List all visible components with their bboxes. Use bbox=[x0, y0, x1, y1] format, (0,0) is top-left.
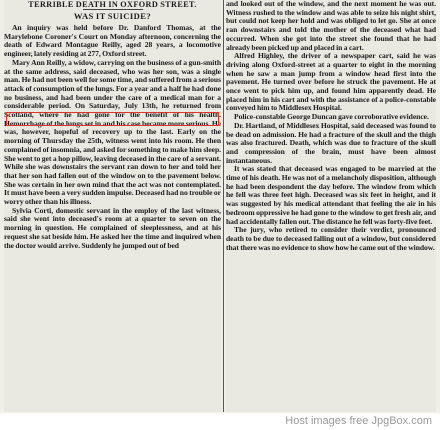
right-paragraph-4: Dr. Hartland, of Middlesex Hospital, said deceased was found to be dead on admission. He had a fracture of the skull and the thigh was also fractured. Death, which was due to fracture of the skull and compression of the brain, must have been almost instantaneous. bbox=[226, 120, 436, 165]
left-paragraph-3: Sylvia Corti, domestic servant in the employ of the last witness, said she went into deceased's room at a quarter to seven on the morning in question. He complained of sleeplessness, and at his request she sat beside him. He asked her the time and inquired when the doctor would arrive. Suddenly he jumped out of bed bbox=[4, 205, 221, 250]
footer-text: Host images free JpgBox.com bbox=[285, 415, 432, 427]
headline-rule bbox=[83, 9, 143, 10]
column-divider bbox=[223, 0, 224, 412]
right-paragraph-6: The jury, who retired to consider their verdict, pronounced death to be due to deceased falling out of a window, but considered that there was no evidence to show how he came out of the window. bbox=[226, 225, 436, 252]
right-paragraph-5: It was stated that deceased was engaged to be married at the time of his death. He was not of a melancholy disposition, although he had been despondent the day before. The window from which he fell was three feet high. Deceased was six feet in height, and it was suggested by his medical attendant that feeling the air in his bedroom oppressive he had gone to the window to get fresh air, and had accidentally fallen out. The distance he fell was forty-five feet. bbox=[226, 164, 436, 226]
left-paragraph-1: An inquiry was held before Dr. Danford Thomas, at the Marylebone Coroner's Court on Monday afternoon, concerning the death of Edward Montague Reilly, aged 28 years, a locomotive engineer, lately residing at 277, Oxford street. bbox=[4, 23, 221, 59]
article-subheadline: WAS IT SUICIDE? bbox=[73, 11, 152, 21]
highlight-box bbox=[6, 112, 219, 126]
host-footer bbox=[0, 413, 440, 430]
right-column bbox=[226, 0, 436, 412]
left-column bbox=[4, 0, 221, 412]
right-paragraph-3: Police-constable George Duncan gave corroborative evidence. bbox=[234, 112, 429, 122]
right-paragraph-1: and looked out of the window, and the next moment he was out. Witness rushed to the window and was able to seize his night shirt, but could not keep her hold and was obliged to let go. She at once ran downstairs and told the mother of the deceased what had occurred. When she got into the street she found that he had already been picked up and placed in a cart. bbox=[226, 0, 436, 52]
article-headline: TERRIBLE DEATH IN OXFORD STREET. bbox=[28, 0, 197, 9]
left-paragraph-2: Mary Ann Reilly, a widow, carrying on the business of a gun-smith at the same address, said deceased, who was her son, was a single man. He had not been well for some time, and suffered from a serious attack of consumption of the lungs. For a year and a half he had done no business, and had been under the care of a medical man for a considerable period. On Saturday, July 13th, he returned from Scotland, where he had gone for the benefit of his health. Hemorrhage of the lungs set in and his case became more serious. He was, however, hopeful of recovery up to the last. Early on the morning of Thursday the 25th, witness went into his room. He then complained of insomnia, and asked for something to make him sleep. She went to get a hop pillow, leaving deceased in the care of a servant. While she was downstairs the servant ran down to her and told her that her son had fallen out of the window on to the pavement below. She was certain in her own mind that the act was not contemplated. It must have been a very sudden impulse. Deceased had no trouble or worry other than his illness. bbox=[4, 57, 221, 207]
right-paragraph-2: Alfred Highley, the driver of a newspaper cart, said he was driving along Oxford-street at a quarter to eight in the morning when he saw a man jump from a window head first into the pavement. He turned over before he struck the pavement. He at once went to pick him up, and found him apparently dead. He placed him in his cart and with the assistance of a police-constable conveyed him to Middlesex Hospital. bbox=[226, 51, 436, 113]
